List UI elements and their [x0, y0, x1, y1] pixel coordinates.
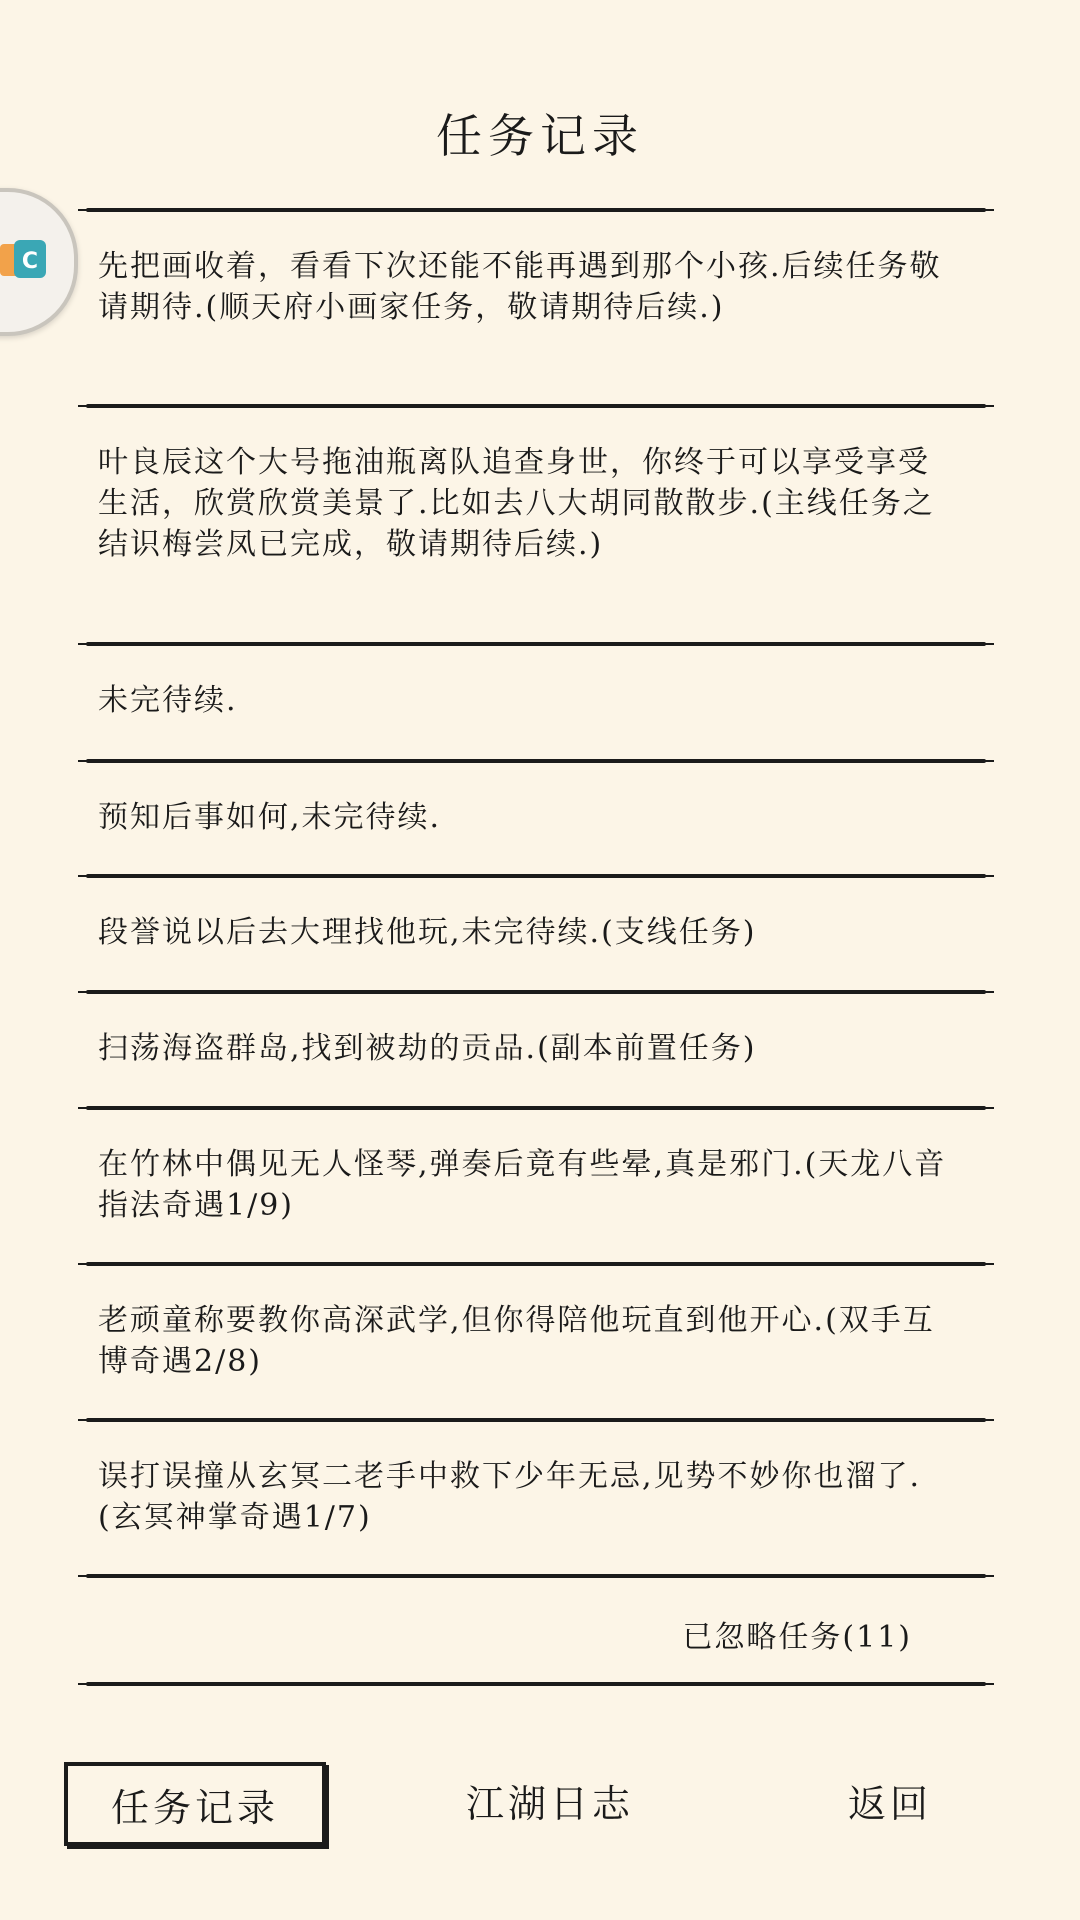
divider — [86, 874, 986, 878]
quest-entry[interactable]: 叶良辰这个大号拖油瓶离队追查身世，你终于可以享受享受生活，欣赏欣赏美景了.比如去八大胡同散散步.(主线任务之结识梅尝凤已完成，敬请期待后续.) — [98, 445, 935, 562]
divider — [86, 1418, 986, 1422]
tab-quest-log[interactable]: 任务记录 — [64, 1762, 326, 1846]
quest-entry[interactable]: 误打误撞从玄冥二老手中救下少年无忌,见势不妙你也溜了.(玄冥神掌奇遇1/7) — [98, 1459, 922, 1535]
floating-assistant-button[interactable] — [0, 188, 78, 336]
quest-entry[interactable]: 预知后事如何,未完待续. — [98, 800, 442, 835]
quest-entry[interactable]: 未完待续. — [98, 683, 238, 718]
divider — [86, 990, 986, 994]
divider — [86, 404, 986, 408]
quest-entry[interactable]: 先把画收着，看看下次还能不能再遇到那个小孩.后续任务敬请期待.(顺天府小画家任务，敬请期待后续.) — [98, 249, 942, 325]
svg-text:C: C — [21, 249, 39, 274]
divider — [86, 642, 986, 646]
quest-entry[interactable]: 段誉说以后去大理找他玩,未完待续.(支线任务) — [98, 915, 757, 950]
back-button[interactable]: 返回 — [847, 1781, 932, 1826]
divider — [86, 1682, 986, 1686]
page-title: 任务记录 — [436, 109, 644, 163]
tab-jianghu-journal[interactable]: 江湖日志 — [465, 1781, 634, 1826]
divider — [86, 1106, 986, 1110]
ignored-quests-link[interactable]: 已忽略任务(11) — [682, 1620, 912, 1655]
quest-entry[interactable]: 在竹林中偶见无人怪琴,弹奏后竟有些晕,真是邪门.(天龙八音指法奇遇1/9) — [98, 1147, 947, 1223]
quest-entry[interactable]: 老顽童称要教你高深武学,但你得陪他玩直到他开心.(双手互博奇遇2/8) — [98, 1303, 935, 1379]
divider — [86, 759, 986, 763]
divider — [86, 1574, 986, 1578]
quest-entry[interactable]: 扫荡海盗群岛,找到被劫的贡品.(副本前置任务) — [98, 1031, 757, 1066]
app-logo-icon — [0, 236, 48, 284]
divider — [86, 208, 986, 212]
divider — [86, 1262, 986, 1266]
